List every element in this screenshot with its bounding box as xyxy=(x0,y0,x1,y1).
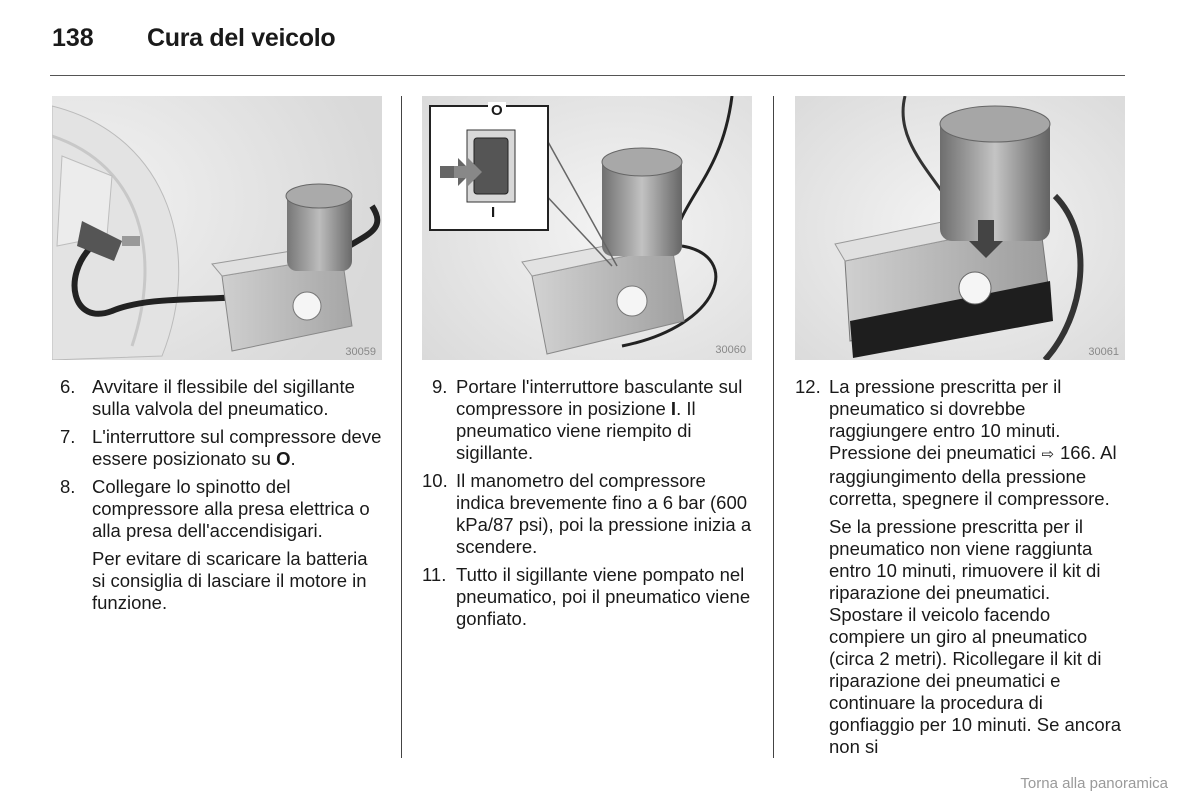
page-number: 138 xyxy=(52,24,94,52)
item-text-end: . Il pneumatico viene riempito di sigillante. xyxy=(456,398,696,463)
note-paragraph: Se la pressione prescritta per il pneumatico non viene raggiunta entro 10 minuti, rimuovere il kit di riparazione dei pneumatici. Spostare il veicolo facendo compiere un giro al pneumatico (circa 2 metri). Ricollegare il kit di riparazione dei pneumatici e continuare la procedura di gonfiaggio per 10 minuti. Se ancora non si xyxy=(829,516,1122,757)
figure-rocker-switch xyxy=(422,96,752,360)
column-divider-1 xyxy=(401,96,402,758)
figure-code: 30060 xyxy=(715,344,746,356)
switch-label-off: O xyxy=(488,102,506,119)
list-item xyxy=(422,376,754,464)
figure-pressure-check xyxy=(795,96,1125,360)
item-text: Tutto il sigillante viene pompato nel pneumatico, poi il pneumatico viene gonfiato. xyxy=(456,564,751,629)
page-reference-link[interactable]: 166 xyxy=(1059,442,1091,463)
list-item xyxy=(60,476,382,542)
switch-position-on: I xyxy=(670,398,677,419)
header-divider xyxy=(50,75,1125,76)
illustration-compressor-switch xyxy=(422,96,752,360)
item-text: L'interruttore sul compressore deve essere posizionato su xyxy=(92,426,382,469)
figure-hose-on-valve xyxy=(52,96,382,360)
illustration-compressor-hose xyxy=(52,96,382,360)
note-paragraph: Per evitare di scaricare la batteria si consiglia di lasciare il motore in funzione. xyxy=(92,548,368,613)
column-2-text xyxy=(422,376,754,636)
back-to-overview-link[interactable]: Torna alla panoramica xyxy=(1020,775,1168,792)
figure-code: 30059 xyxy=(345,346,376,358)
arrow-reference-icon: ⇨ xyxy=(1041,446,1055,463)
item-number: 9. xyxy=(432,376,448,397)
item-text: La pressione prescritta per il pneumatico si dovrebbe raggiungere entro 10 minuti. Pressione dei pneumatici xyxy=(829,376,1062,463)
item-text: Avvitare il flessibile del sigillante sulla valvola del pneumatico. xyxy=(92,376,355,419)
list-item xyxy=(795,376,1127,510)
list-item xyxy=(422,470,754,558)
item-number: 12. xyxy=(795,376,821,397)
item-number: 8. xyxy=(60,476,76,497)
illustration-compressor-gauge xyxy=(795,96,1125,360)
list-item xyxy=(60,376,382,420)
switch-position-off: O xyxy=(276,448,291,469)
item-text-end: . xyxy=(290,448,296,469)
item-number: 7. xyxy=(60,426,76,447)
list-item xyxy=(60,426,382,470)
item-number: 10. xyxy=(422,470,448,491)
item-text-end: . Al raggiungimento della pressione corretta, spegnere il compressore. xyxy=(829,442,1117,509)
figure-code: 30061 xyxy=(1088,346,1119,358)
page-title: Cura del veicolo xyxy=(147,24,336,52)
item-text: Il manometro del compressore indica brevemente fino a 6 bar (600 kPa/87 psi), poi la pressione inizia a scendere. xyxy=(456,470,752,557)
column-divider-2 xyxy=(773,96,774,758)
item-number: 6. xyxy=(60,376,76,397)
item-text: Collegare lo spinotto del compressore alla presa elettrica o alla presa dell'accendisigari. xyxy=(92,476,370,541)
item-number: 11. xyxy=(422,564,447,585)
column-3-text xyxy=(795,376,1127,764)
switch-label-on: I xyxy=(491,204,496,221)
item-text: Portare l'interruttore basculante sul compressore in posizione xyxy=(456,376,743,419)
column-1-text xyxy=(60,376,382,620)
list-item xyxy=(422,564,754,630)
